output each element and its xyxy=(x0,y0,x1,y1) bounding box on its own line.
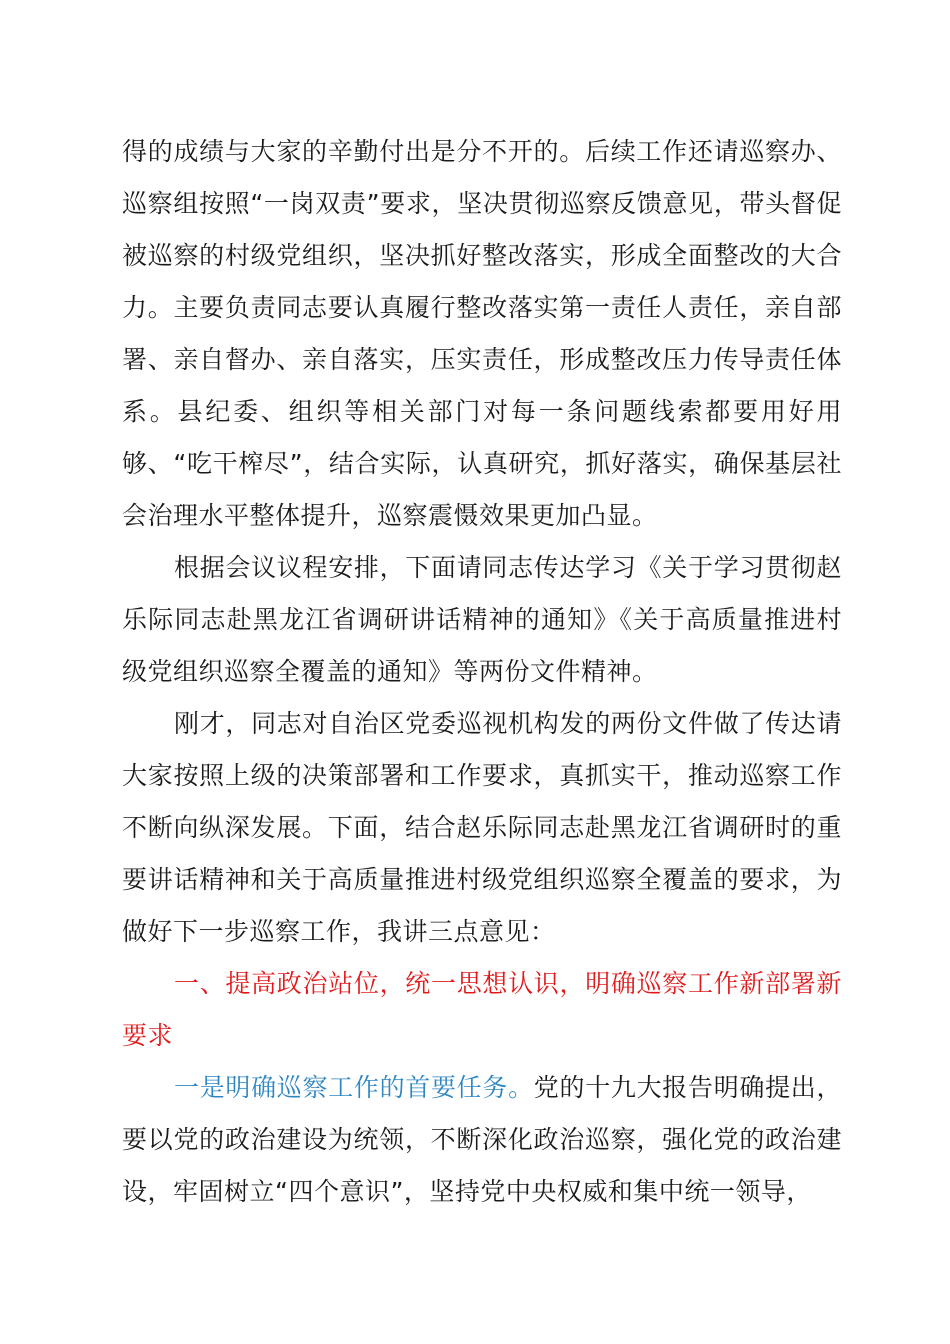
subheading-first-task: 一是明确巡察工作的首要任务。 xyxy=(174,1073,534,1102)
paragraph-continuation: 得的成绩与大家的辛勤付出是分不开的。后续工作还请巡察办、巡察组按照“一岗双责”要求，坚决贯彻巡察反馈意见，带头督促被巡察的村级党组织，坚决抓好整改落实，形成全面整改的大合力。主要负责同志要认真履行整改落实第一责任人责任，亲自部署、亲自督办、亲自落实，压实责任，形成整改压力传导责任体系。县纪委、组织等相关部门对每一条问题线索都要用好用够、“吃干榨尽”，结合实际，认真研究，抓好落实，确保基层社会治理水平整体提升，巡察震慑效果更加凸显。 xyxy=(122,137,842,530)
section-heading-1: 一、提高政治站位，统一思想认识，明确巡察工作新部署新要求 xyxy=(122,969,842,1050)
paragraph-first-task-body: 党的十九大报告明确提出，要以党的政治建设为统领，不断深化政治巡察，强化党的政治建设，牢固树立“四个意识”，坚持党中央权威和集中统一领导， xyxy=(122,1073,842,1206)
paragraph-opinions-intro: 刚才，同志对自治区党委巡视机构发的两份文件做了传达请大家按照上级的决策部署和工作要求，真抓实干，推动巡察工作不断向纵深发展。下面，结合赵乐际同志赴黑龙江省调研时的重要讲话精神和关于高质量推进村级党组织巡察全覆盖的要求，为做好下一步巡察工作，我讲三点意见： xyxy=(122,709,842,946)
paragraph-agenda: 根据会议议程安排，下面请同志传达学习《关于学习贯彻赵乐际同志赴黑龙江省调研讲话精神的通知》《关于高质量推进村级党组织巡察全覆盖的通知》等两份文件精神。 xyxy=(122,553,842,686)
paragraph-first-task xyxy=(122,1062,842,1218)
document-body xyxy=(122,126,842,1218)
